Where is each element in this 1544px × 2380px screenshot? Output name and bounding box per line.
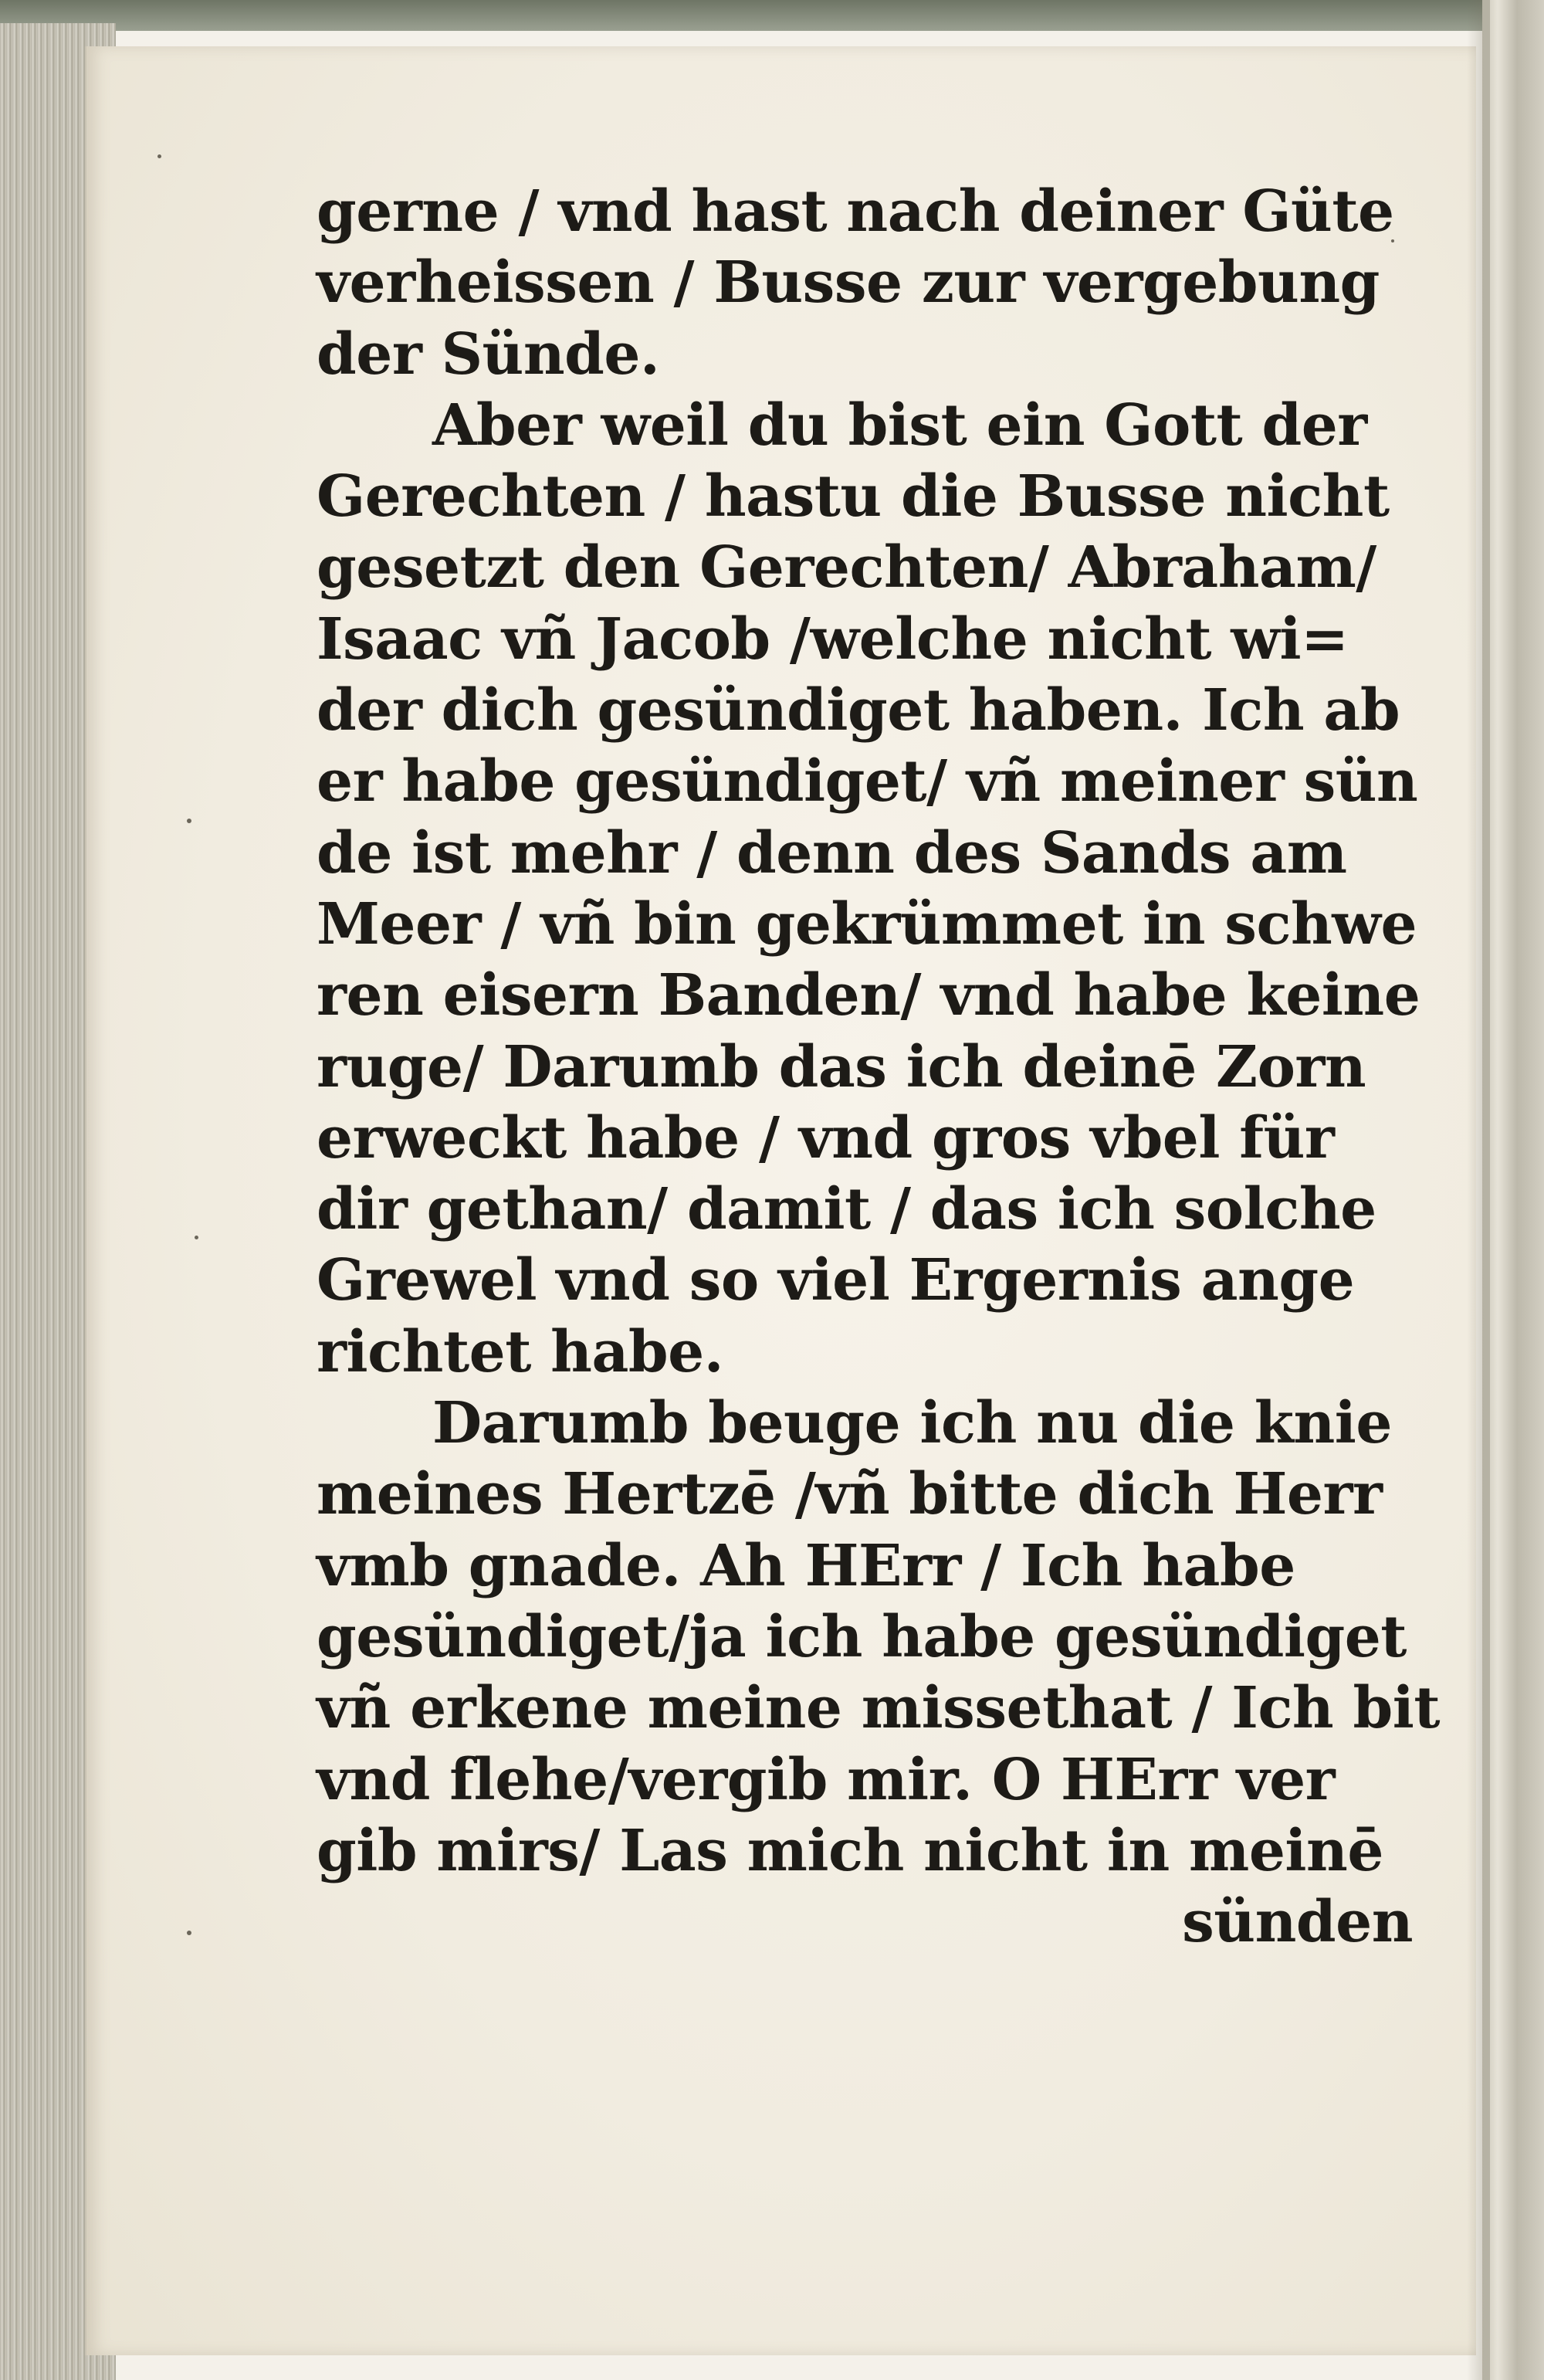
text-line: ren eisern Banden/ vnd habe keine (317, 962, 1420, 1029)
text-line: de ist mehr / denn des Sands am (317, 819, 1347, 887)
text-line: meines Hertzē /vñ bitte dich Herr (317, 1461, 1383, 1528)
text-line: ruge/ Darumb das ich deinē Zorn (317, 1033, 1366, 1100)
text-line: Grewel vnd so viel Ergernis ange (317, 1247, 1355, 1314)
text-line: richtet habe. (317, 1318, 724, 1385)
paper-speck (187, 819, 191, 823)
text-line: gesetzt den Gerechten/ Abraham/ (317, 534, 1376, 602)
text-line: der Sünde. (317, 320, 660, 388)
text-line: gerne / vnd hast nach deiner Güte (317, 178, 1394, 245)
paper-speck (195, 1236, 198, 1239)
book-top-edge (0, 0, 1544, 31)
text-line: gib mirs/ Las mich nicht in meinē (317, 1817, 1383, 1884)
paper-speck (157, 154, 161, 158)
page-stack-right (1482, 0, 1544, 2380)
text-line: Isaac vñ Jacob /welche nicht wi= (317, 605, 1349, 673)
text-line: gesündiget/ja ich habe gesündiget (317, 1603, 1407, 1670)
page-text-block (317, 176, 1441, 1958)
text-line: er habe gesündiget/ vñ meiner sün (317, 748, 1418, 815)
text-line: der dich gesündiget haben. Ich ab (317, 677, 1400, 744)
text-line: vmb gnade. Ah HErr / Ich habe (317, 1532, 1295, 1599)
text-line: vnd flehe/vergib mir. O HErr ver (317, 1746, 1336, 1813)
text-line: Meer / vñ bin gekrümmet in schwe (317, 890, 1417, 958)
paper-speck (187, 1931, 191, 1935)
text-line: verheissen / Busse zur vergebung (317, 249, 1380, 317)
text-line: dir gethan/ damit / das ich solche (317, 1176, 1376, 1243)
text-line: Gerechten / hastu die Busse nicht (317, 463, 1390, 531)
text-line: erweckt habe / vnd gros vbel für (317, 1104, 1335, 1171)
catchword: sünden (1182, 1889, 1413, 1956)
text-line: vñ erkene meine missethat / Ich bit (317, 1675, 1441, 1742)
paragraph-start-line: Aber weil du bist ein Gott der (432, 392, 1367, 459)
page-fold-shadow (1467, 0, 1490, 2380)
paragraph-start-line: Darumb beuge ich nu die knie (432, 1390, 1392, 1457)
